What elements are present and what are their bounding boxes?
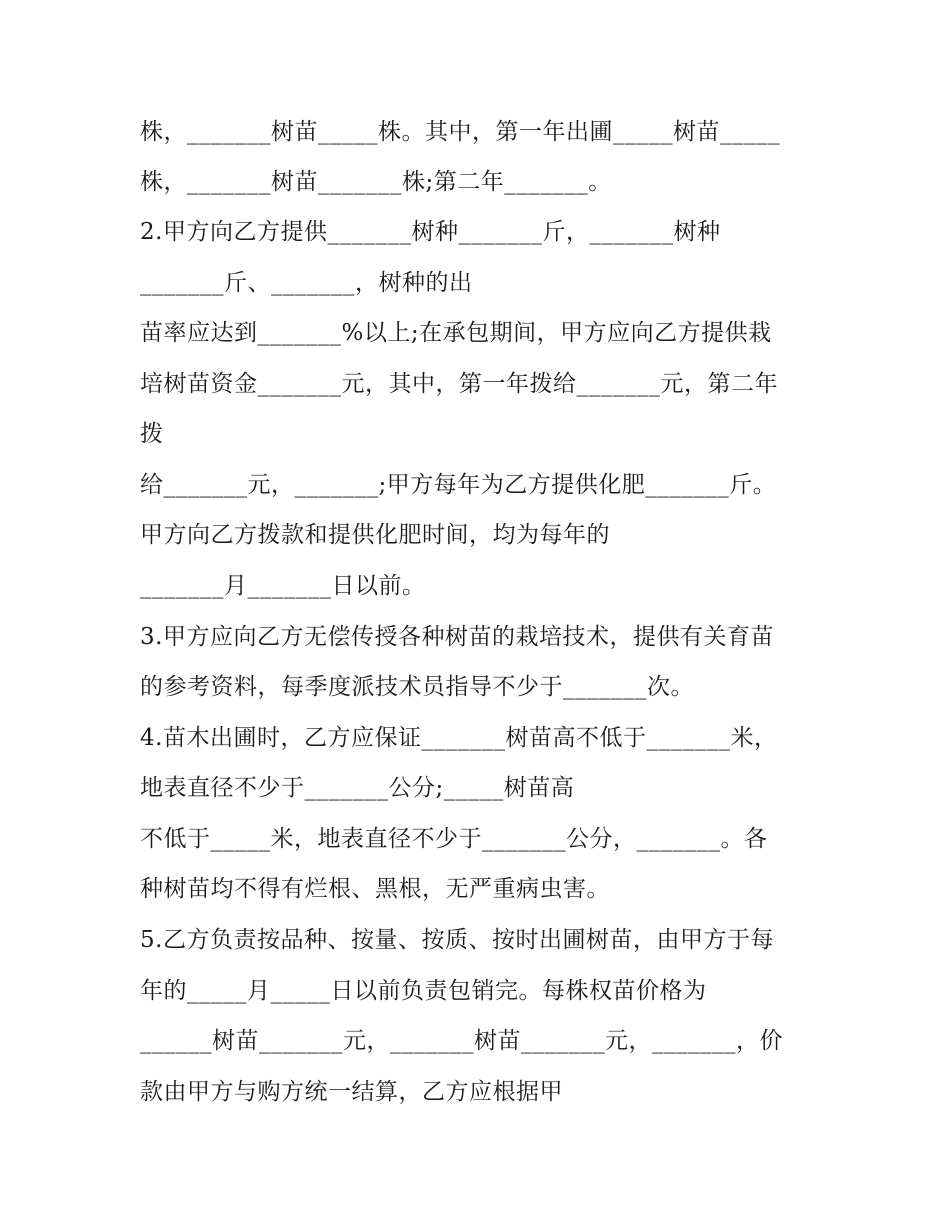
text-line: _______月_______日以前。 (140, 573, 426, 599)
text-line: 株，_______树苗_____株。其中，第一年出圃_____树苗_____ (140, 119, 780, 145)
text-line: 4.苗木出圃时，乙方应保证_______树苗高不低于_______米， (140, 725, 778, 751)
text-line: 苗率应达到_______%以上;在承包期间，甲方应向乙方提供栽 (140, 320, 772, 346)
text-line: 地表直径不少于_______公分;_____树苗高 (140, 775, 575, 801)
text-line: 的参考资料，每季度派技术员指导不少于_______次。 (140, 674, 694, 700)
text-line: 款由甲方与购方统一结算，乙方应根据甲 (140, 1079, 563, 1105)
text-line: 5.乙方负责按品种、按量、按质、按时出圃树苗，由甲方于每 (140, 927, 774, 953)
text-line: 给_______元，_______;甲方每年为乙方提供化肥_______斤。 (140, 472, 777, 498)
text-line: ______树苗_______元，_______树苗_______元，_______，价 (140, 1028, 783, 1054)
text-line: 2.甲方向乙方提供_______树种_______斤，_______树种 (140, 219, 721, 245)
text-line: 种树苗均不得有烂根、黑根，无严重病虫害。 (140, 876, 610, 902)
text-line: 拨 (140, 421, 164, 447)
text-line: 株，_______树苗_______株;第二年_______。 (140, 169, 612, 195)
text-line: _______斤、_______，树种的出 (140, 270, 473, 296)
text-line: 甲方向乙方拨款和提供化肥时间，均为每年的 (140, 522, 610, 548)
text-line: 培树苗资金_______元，其中，第一年拨给_______元，第二年 (140, 371, 778, 397)
text-line: 年的_____月_____日以前负责包销完。每株权苗价格为 (140, 978, 707, 1004)
text-line: 不低于_____米，地表直径不少于_______公分，_______。各 (140, 826, 768, 852)
text-line: 3.甲方应向乙方无偿传授各种树苗的栽培技术，提供有关育苗 (140, 624, 774, 650)
